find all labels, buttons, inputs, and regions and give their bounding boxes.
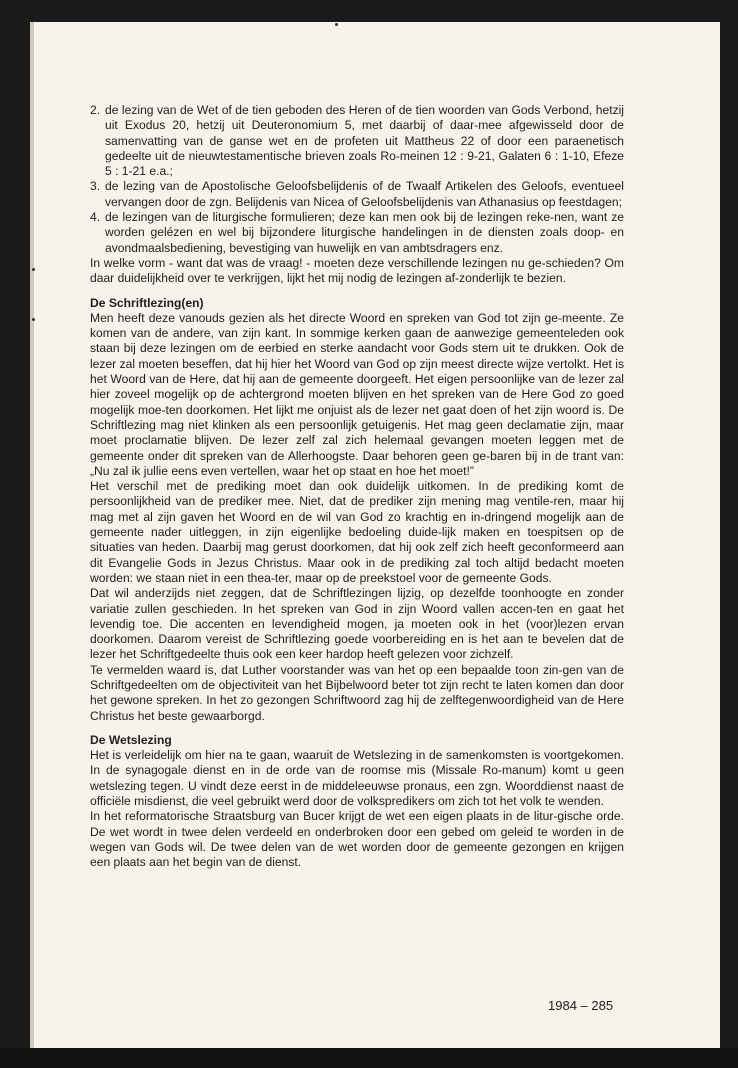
body-paragraph: Men heeft deze vanouds gezien als het directe Woord en spreken van God tot zijn ge-meente. Ze komen van de andere, van zijn kant. In sommige kerken gaan de aanwezige gemeenteleden ook staan bij deze lezingen om de eerbied en sterke aandacht voor Gods stem uit te drukken. Ook de lezer zal moeten beseffen, dat hij hier het Woord van God op zijn meest directe wijze vertolkt. Het is het Woord van de Here, dat hij aan de gemeente doorgeeft. Het eigen persoonlijke van de lezer zal hier zoveel mogelijk op de achtergrond moeten blijven en het spreken van de Here God zo goed mogelijk moe-ten doorkomen. Het lijkt me onjuist als de lezer net gaat doen of het zijn woord is. De Schriftlezing mag niet klinken als een persoonlijk getuigenis. Het mag geen declamatie zijn, maar moet proclamatie blijven. De lezer zelf zal zich helemaal gevangen moeten leggen met de gemeente onder dit spreken van de Allerhoogste. Daar behoren geen ge-baren bij in de trant van: „Nu zal ik jullie eens even vertellen, waar het op staat en hoe het moet!” xyxy=(90,310,624,478)
list-item-text: de lezingen van de liturgische formulieren; deze kan men ook bij de lezingen reke-nen, want ze worden gelézen en wel bij bijzondere liturgische handelingen in de diensten zoals doop- en avondmaalsbediening, bevestiging van huwelijk en van ambtsdragers enz. xyxy=(105,210,624,255)
margin-mark xyxy=(32,318,35,321)
list-item-text: de lezing van de Wet of de tien geboden des Heren of de tien woorden van Gods Verbond, hetzij uit Exodus 20, hetzij uit Deuteronomium 5, met daarbij of daar-mee afgewisseld door de samenvatting van de ganse wet en de profeten uit Mattheus 22 of door een paraenetisch gedeelte uit de nieuwtestamentische brieven zoals Ro-meinen 12 : 9-21, Galaten 6 : 1-10, Efeze 5 : 1-21 e.a.; xyxy=(105,103,624,179)
body-paragraph: Het is verleidelijk om hier na te gaan, waaruit de Wetslezing in de samenkomsten is voortgekomen. In de synagogale dienst en in de orde van de roomse mis (Missale Ro-manum) komt u geen wetslezing tegen. U vindt deze eerst in de middeleeuwse pronaus, een zgn. Woorddienst naast de officiële misdienst, die veel gebruikt werd door de volkspredikers om zich tot het volk te wenden. xyxy=(90,748,624,809)
intro-question-paragraph: In welke vorm - want dat was de vraag! - moeten deze verschillende lezingen nu ge-schieden? Om daar duidelijkheid over te verkrijgen, lijkt het mij nodig de lezingen af-zonderlijk te bezien. xyxy=(90,255,624,286)
list-item-text: de lezing van de Apostolische Geloofsbelijdenis of de Twaalf Artikelen des Geloofs, eventueel vervangen door de zgn. Belijdenis van Nicea of Geloofsbelijdenis van Athanasius op feestdagen; xyxy=(105,179,624,209)
margin-mark xyxy=(32,268,35,271)
page-number: 1984 – 285 xyxy=(548,998,614,1013)
body-paragraph: Het verschil met de prediking moet dan ook duidelijk uitkomen. In de prediking komt de persoonlijkheid van de prediker mee. Niet, dat de prediker zijn mening mag ventile-ren, maar hij mag met al zijn gaven het Woord en de wil van God zo krachtig en in-dringend mogelijk aan de gemeente nader uitleggen, in zijn eigenlijke bedoeling duide-lijk maken en toespitsen op de situaties van heden. Daarbij mag gerust doorkomen, dat hij ook zelf zich heeft geconformeerd aan dit Evangelie Gods in Jezus Christus. Maar ook in de prediking zal toch altijd bedacht moeten worden: we staan niet in een thea-ter, maar op de preekstoel voor de gemeente Gods. xyxy=(90,479,624,585)
list-item-number: 4. xyxy=(90,210,101,225)
list-item-number: 2. xyxy=(90,103,101,117)
body-paragraph: Te vermelden waard is, dat Luther voorstander was van het op een bepaalde toon zin-gen van de Schriftgedeelten om de objectiviteit van het Bijbelwoord beter tot zijn recht te laten komen dan door het gewone spreken. In het zo gezongen Schriftwoord zag hij de zelftegenwoordigheid van de Here Christus het beste gewaarborgd. xyxy=(90,662,624,723)
scan-bottom-band xyxy=(0,1048,738,1068)
list-item xyxy=(90,103,624,179)
body-paragraph: Dat wil anderzijds niet zeggen, dat de Schriftlezingen lijzig, op dezelfde toonhoogte en zonder variatie zullen geschieden. In het spreken van God in zijn Woord vallen accen-ten en gaat het levendig toe. Die accenten en levendigheid mogen, ja moeten ook in het (voor)lezen ervan doorkomen. Daarom vereist de Schriftlezing goede voorbereiding en is het aan te bevelen dat de lezer het Schriftgedeelte thuis ook een keer hardop heeft gelezen voor zichzelf. xyxy=(90,586,624,662)
numbered-list xyxy=(90,103,624,256)
list-item-number: 3. xyxy=(90,179,101,194)
section-heading-wetslezing: De Wetslezing xyxy=(90,732,172,747)
list-item xyxy=(90,179,624,210)
list-item xyxy=(90,210,624,256)
document-body xyxy=(90,103,624,871)
section-heading-schriftlezing: De Schriftlezing(en) xyxy=(90,295,204,310)
scan-speck xyxy=(335,23,338,26)
body-paragraph: In het reformatorische Straatsburg van Bucer krijgt de wet een eigen plaats in de litur-gische orde. De wet wordt in twee delen verdeeld en onderbroken door een gebed om geleid te worden in de wegen van Gods wil. De twee delen van de wet worden door de gemeente gezongen en krijgen een plaats aan het begin van de dienst. xyxy=(90,809,624,870)
